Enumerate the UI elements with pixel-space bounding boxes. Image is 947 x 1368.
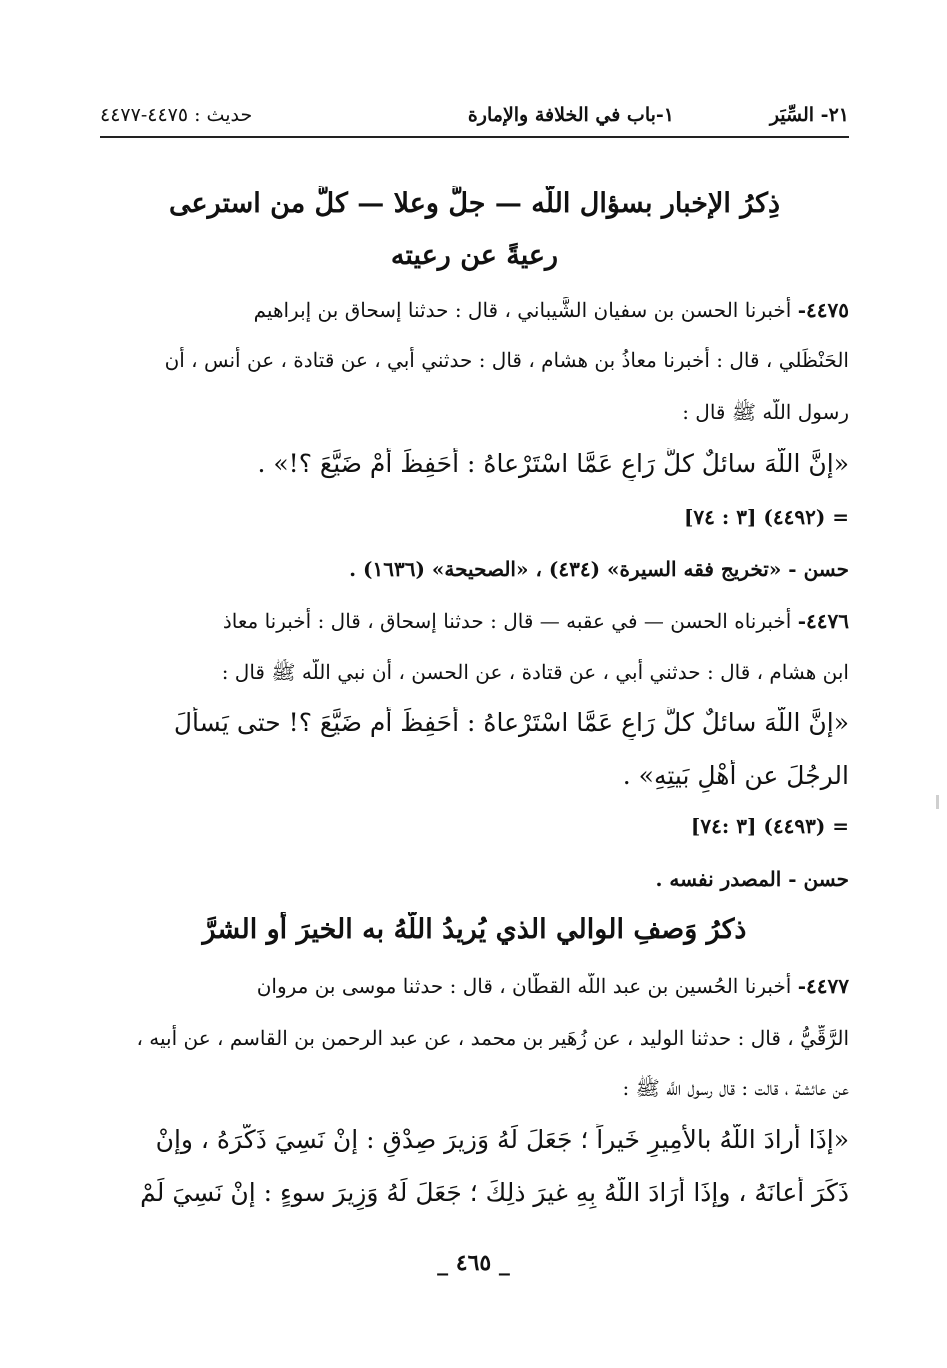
hadith-4475-line-1 [100,297,849,323]
hadith-4475-line-2: الحَنْظَلي ، قال : أخبرنا معاذُ بن هشام ، قال : حدثني أبي ، عن قتادة ، عن أنس ، أن [164,348,849,372]
hadith-4475-grade: حسن - «تخريج فقه السيرة» (٤٣٤) ، «الصحيحة» (١٦٣٦) . [349,557,849,581]
hadith-4475-reference: = (٤٤٩٢) [٣ : ٧٤] [683,505,849,529]
heading-1-line-1: ذِكرُ الإخبار بسؤال اللَّه — جلَّ وعلا — كلَّ من استرعى [168,188,781,219]
hadith-4476-line-2: ابن هشام ، قال : حدثني أبي ، عن قتادة ، عن الحسن ، أن نبي اللَّه ﷺ قال : [221,660,849,684]
scan-margin-mark [936,795,939,809]
running-header [100,100,849,138]
header-chapter-title: ١-باب في الخلافة والإمارة [467,104,674,126]
hadith-4476-reference: = (٤٤٩٣) [٣ :٧٤] [690,814,849,838]
heading-1-line-2: رعيةً عن رعيته [390,240,559,271]
hadith-number: ٤٤٧٥- [797,298,849,322]
header-book-title: ٢١- السِّيَر [769,104,849,126]
hadith-4477-line-2: الرَّقِّيُّ ، قال : حدثنا الوليد ، عن زُهَير بن محمد ، عن عبد الرحمن بن القاسم ، عن أبيه ، [136,1026,849,1050]
hadith-4477-quote-line-1: «إذَا أَرادَ اللَّهُ بالأَمِيرِ خَيراً ؛ جَعَلَ لَهُ وَزيرَ صِدْقٍ : إنْ نَسِيَ ذَكَّرَهُ ، وإنْ [155,1125,849,1154]
hadith-number: ٤٤٧٧- [797,974,849,998]
hadith-4476-quote-line-1: «إنَّ اللَّهَ سائلٌ كلَّ رَاعٍ عَمَّا اسْتَرْعاهُ : أَحَفِظَ أم ضَيَّعَ ؟! حتى يَسأَلَ [173,708,849,737]
heading-2: ذكرُ وَصفِ الوالي الذي يُريدُ اللَّهُ به الخيرَ أو الشرَّ [202,914,747,945]
hadith-4477-line-1 [100,973,849,999]
hadith-4476-quote-line-2: الرجُلَ عن أَهْلِ بَيتِهِ» . [622,761,849,790]
page-number: _ ٤٦٥ _ [437,1250,510,1276]
hadith-text: أخبرناه الحسن — في عقبه — قال : حدثنا إسحاق ، قال : أخبرنا معاذ [222,609,798,633]
hadith-text: أخبرنا الحسن بن سفيان الشَّيباني ، قال : حدثنا إسحاق بن إبراهيم [253,298,798,322]
hadith-4476-line-1 [100,608,849,634]
hadith-text: أخبرنا الحُسين بن عبد اللَّه القطَّان ، قال : حدثنا موسى بن مروان [256,974,798,998]
hadith-4477-line-3: عن عائشة ، قالت : قال رسول اللَّه ﷺ : [622,1076,849,1100]
hadith-4475-line-3: رسول اللَّه ﷺ قال : [682,400,849,424]
hadith-4477-quote-line-2: ذَكَرَ أَعانَهُ ، وإذَا أَرَادَ اللَّهُ بِهِ غيرَ ذلِكَ ؛ جَعَلَ لَهُ وَزِيرَ سوءٍ : إنْ نَسِيَ لَمْ [140,1178,849,1207]
header-hadith-range: حديث : ٤٤٧٥-٤٤٧٧ [100,104,253,126]
hadith-number: ٤٤٧٦- [797,609,849,633]
hadith-4475-quote: «إنَّ اللَّهَ سائلٌ كلَّ رَاعٍ عَمَّا اسْتَرْعاهُ : أَحَفِظَ أَمْ ضَيَّعَ ؟!» . [257,449,849,478]
hadith-4476-grade: حسن - المصدر نفسه . [655,867,849,891]
